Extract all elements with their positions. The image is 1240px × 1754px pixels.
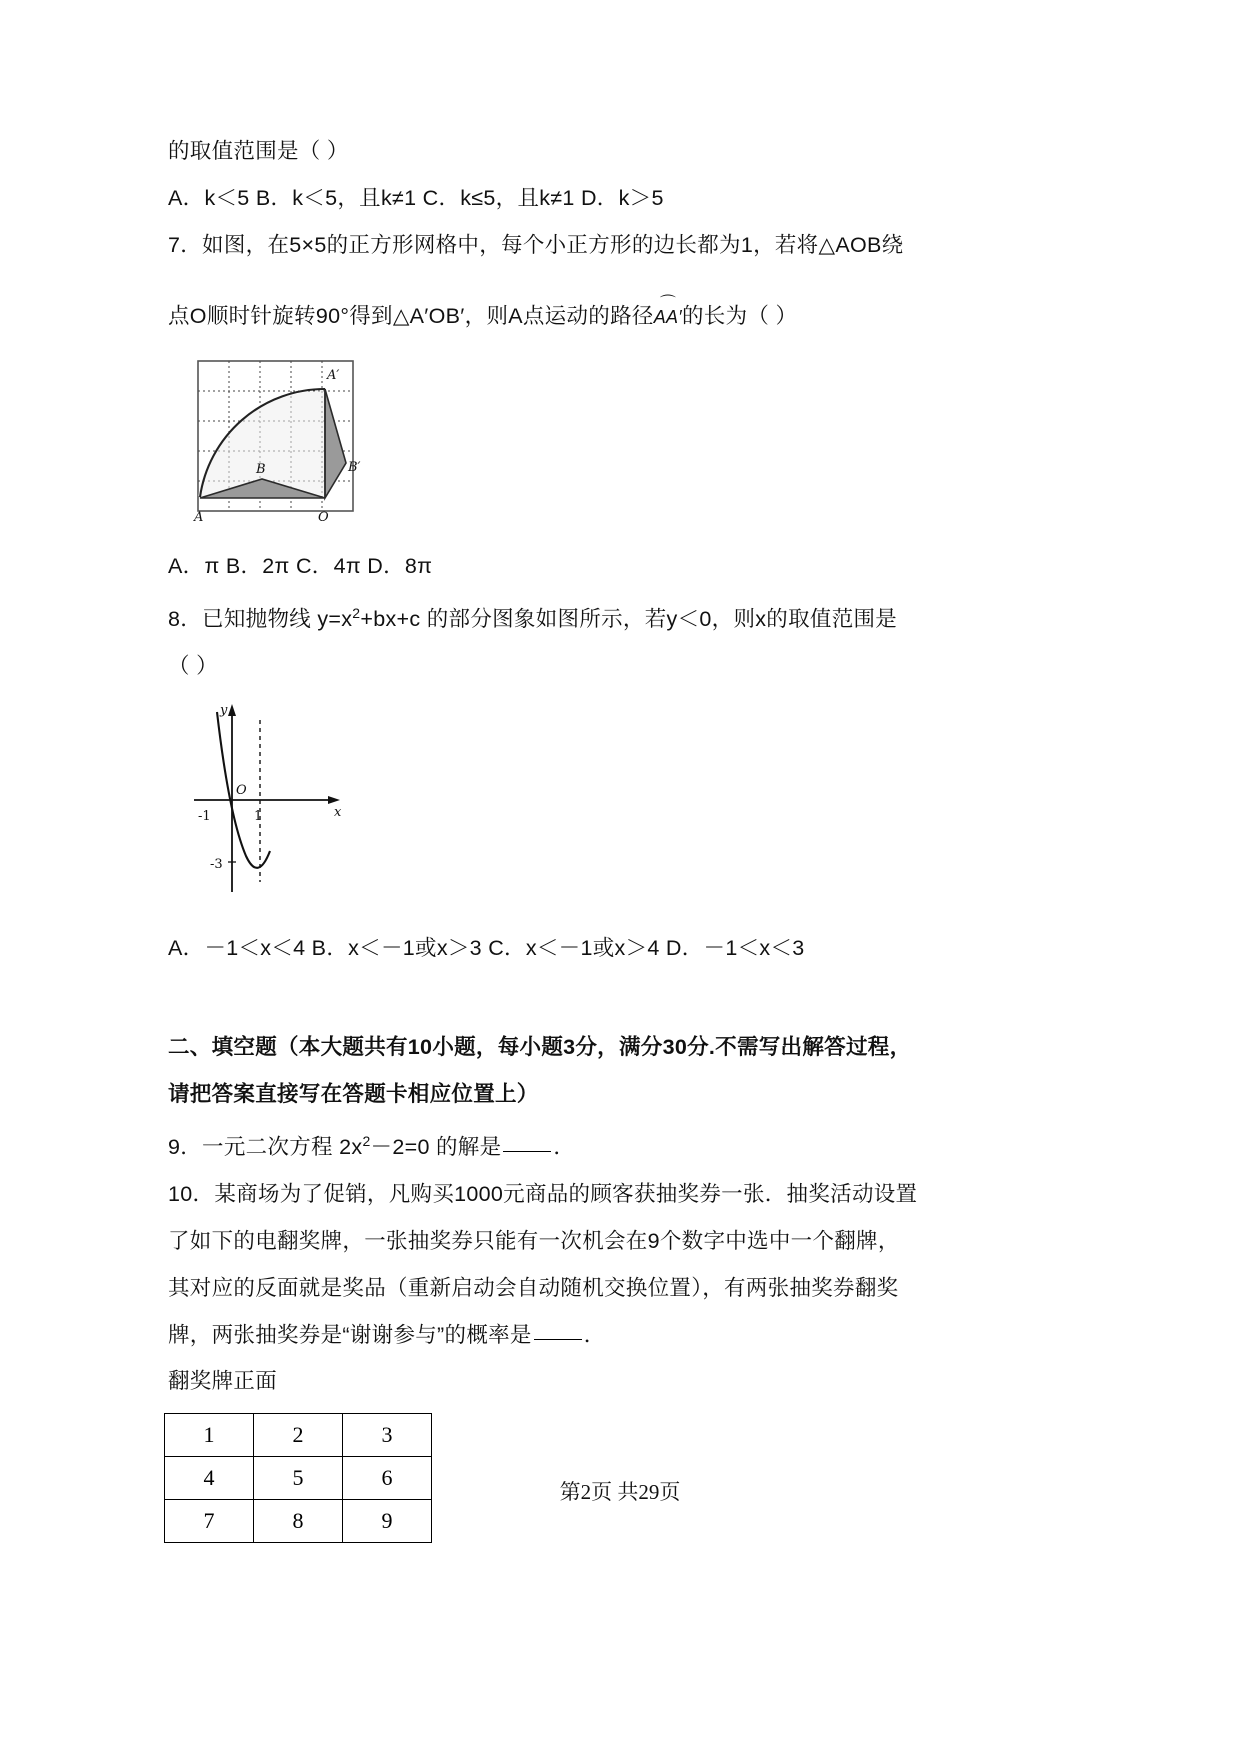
label-A: A — [194, 510, 204, 525]
q10-line-3: 其对应的反面就是奖品（重新启动会自动随机交换位置），有两张抽奖券翻奖 — [168, 1276, 899, 1301]
label-B-prime: B′ — [348, 460, 361, 475]
q8-stem-line2: （ ） — [168, 654, 218, 679]
q10-line-4-text: 牌，两张抽奖券是“谢谢参与”的概率是 — [168, 1323, 532, 1348]
q9-exponent: 2 — [362, 1133, 371, 1150]
arc-endpoints-label: AA′ — [653, 307, 682, 327]
prize-cell[interactable]: 3 — [343, 1414, 432, 1457]
q6-options: A．k＜5 B．k＜5，且k≠1 C．k≤5，且k≠1 D．k＞5 — [168, 186, 664, 210]
q7-options: A．π B．2π C．4π D．8π — [168, 554, 433, 578]
prize-cell[interactable]: 5 — [254, 1457, 343, 1500]
label-B: B — [256, 462, 266, 477]
q9-pre: 9．一元二次方程 2x — [168, 1135, 363, 1160]
q10-line-4 — [168, 1312, 970, 1359]
section2-heading-line1 — [168, 1024, 970, 1071]
prize-cell[interactable]: 9 — [343, 1500, 432, 1543]
section-spacer — [168, 972, 970, 1024]
arc-symbol-icon: ⌒ — [659, 295, 676, 312]
section2-heading-text1: 二、填空题（本大题共有10小题，每小题3分，满分30分.不需写出解答过程， — [168, 1035, 912, 1060]
prize-cell[interactable]: 7 — [165, 1500, 254, 1543]
arc-notation — [654, 291, 682, 341]
x-axis-label: x — [334, 805, 342, 821]
prize-cell[interactable]: 6 — [343, 1457, 432, 1500]
page-footer: 第2页 共29页 — [559, 1480, 681, 1504]
q9-stem — [168, 1118, 970, 1171]
q9-tail: ． — [553, 1135, 576, 1160]
q8-options: A．－1＜x＜4 B．x＜－1或x＞3 C．x＜－1或x＞4 D．－1＜x＜3 — [168, 936, 805, 961]
q9-post: －2=0 的解是 — [370, 1135, 502, 1160]
section2-heading-line2 — [168, 1071, 970, 1118]
q7-stem-line2 — [168, 291, 970, 341]
q9-answer-blank[interactable] — [503, 1150, 551, 1152]
table-row — [165, 1500, 432, 1543]
prize-cell[interactable]: 8 — [254, 1500, 343, 1543]
q10-line-2: 了如下的电翻奖牌，一张抽奖券只能有一次机会在9个数字中选中一个翻牌， — [168, 1229, 900, 1254]
prize-cell[interactable]: 2 — [254, 1414, 343, 1457]
y-tick-neg3: -3 — [210, 857, 223, 873]
x-tick-neg1: -1 — [198, 809, 211, 825]
q8-stem-line1 — [168, 590, 970, 643]
q7-stem-line2-pre: 点O顺时针旋转90°得到△A′OB′，则A点运动的路径 — [168, 304, 654, 328]
x-tick-1: 1 — [254, 809, 263, 825]
q10-tail: ． — [583, 1323, 606, 1348]
parabola-svg — [184, 696, 384, 906]
table-row — [165, 1414, 432, 1457]
prize-cell[interactable]: 1 — [165, 1414, 254, 1457]
origin-label: O — [236, 783, 247, 799]
q7-stem-line2-post: 的长为（ ） — [681, 304, 798, 328]
q7-stem-line1: 7．如图，在5×5的正方形网格中，每个小正方形的边长都为1，若将△AOB绕 — [168, 233, 904, 257]
label-O: O — [318, 510, 329, 525]
prize-cell[interactable]: 4 — [165, 1457, 254, 1500]
prize-table-caption: 翻奖牌正面 — [168, 1369, 278, 1394]
grid-rotation-svg — [180, 351, 385, 526]
q8-stem-post: +bx+c 的部分图象如图所示，若y＜0，则x的取值范围是 — [360, 607, 898, 632]
q8-exponent: 2 — [352, 605, 361, 621]
section2-heading-text2: 请把答案直接写在答题卡相应位置上） — [168, 1082, 539, 1107]
q6-stem-tail: 的取值范围是（ ） — [168, 139, 349, 163]
q8-stem-pre: 8．已知抛物线 y=x — [168, 607, 353, 632]
q10-line-1: 10．某商场为了促销，凡购买1000元商品的顾客获抽奖券一张．抽奖活动设置 — [168, 1182, 918, 1207]
label-A-prime: A′ — [327, 368, 340, 383]
q8-figure — [184, 696, 970, 911]
y-axis-label: y — [220, 703, 228, 719]
page-content-column — [168, 128, 970, 1543]
q7-figure — [180, 351, 970, 531]
q10-answer-blank[interactable] — [534, 1338, 582, 1340]
